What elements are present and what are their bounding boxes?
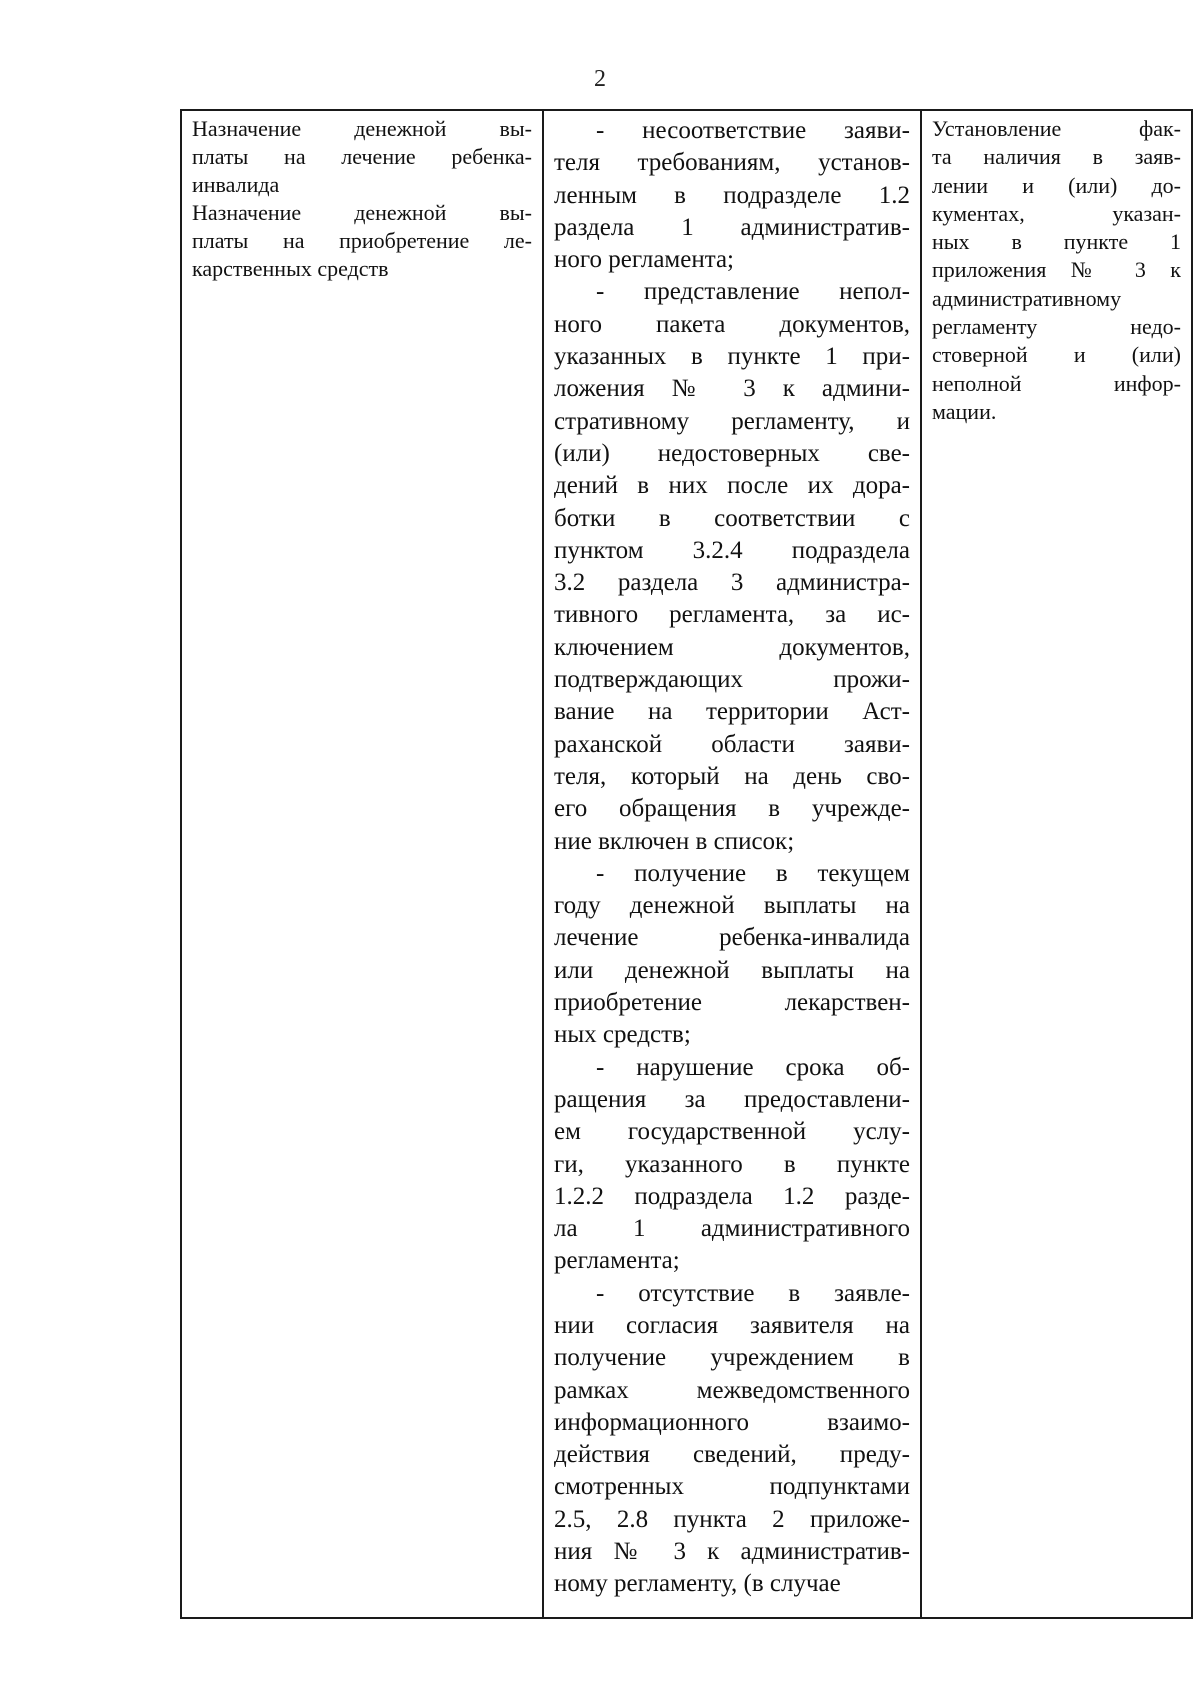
document-table: [180, 109, 1193, 1619]
text-line: рамках межведомственного: [554, 1376, 910, 1404]
refusal-ground-item: [554, 276, 910, 857]
text-line: действия сведений, преду-: [554, 1441, 910, 1469]
text-line: ем государственной услу-: [554, 1118, 910, 1146]
text-line: ла 1 административного: [554, 1215, 910, 1243]
text-line: 2.5, 2.8 пункта 2 приложе-: [554, 1505, 910, 1533]
refusal-grounds-cell: [543, 110, 921, 1618]
text-line: дений в них после их дора-: [554, 472, 910, 500]
text-line: ного пакета документов,: [554, 310, 910, 338]
text-line: административному: [932, 285, 1122, 311]
text-line: ние включен в список;: [554, 827, 795, 855]
refusal-ground-item: [554, 1278, 910, 1601]
text-line: нии согласия заявителя на: [554, 1311, 910, 1339]
text-line: ному регламенту, (в случае: [554, 1570, 841, 1598]
text-line: стративному регламенту, и: [554, 407, 910, 435]
text-line: инвалида: [192, 172, 280, 197]
text-line: теля, который на день сво-: [554, 762, 910, 790]
text-line: - нарушение срока об-: [596, 1053, 910, 1081]
text-line: его обращения в учрежде-: [554, 795, 910, 823]
text-line: тивного регламента, за ис-: [554, 601, 910, 629]
text-line: подтверждающих прожи-: [554, 666, 910, 694]
text-line: регламента;: [554, 1247, 680, 1275]
text-line: смотренных подпунктами: [554, 1473, 910, 1501]
text-line: ного регламента;: [554, 246, 734, 274]
service-name-entry: [192, 199, 532, 283]
text-line: раханской области заяви-: [554, 730, 910, 758]
text-line: приобретение лекарствен-: [554, 989, 910, 1017]
text-line: кументах, указан-: [932, 200, 1181, 226]
text-line: теля требованиям, установ-: [554, 149, 910, 177]
text-line: карственных средств: [192, 256, 389, 281]
text-line: пунктом 3.2.4 подраздела: [554, 536, 910, 564]
text-line: ных средств;: [554, 1021, 691, 1049]
text-line: Назначение денежной вы-: [192, 200, 532, 225]
text-line: - получение в текущем: [596, 859, 910, 887]
refusal-ground-item: [554, 858, 910, 1052]
grounds-detail-cell: [921, 110, 1192, 1618]
text-line: ложения № 3 к админи-: [554, 375, 910, 403]
text-line: - отсутствие в заявле-: [596, 1279, 910, 1307]
table-row: [181, 110, 1192, 1618]
text-line: ращения за предоставлени-: [554, 1085, 910, 1113]
text-line: мации.: [932, 398, 997, 424]
text-line: 1.2.2 подраздела 1.2 разде-: [554, 1182, 910, 1210]
text-line: году денежной выплаты на: [554, 892, 910, 920]
text-line: - представление непол-: [596, 278, 910, 306]
text-line: Назначение денежной вы-: [192, 116, 532, 141]
text-line: указанных в пункте 1 при-: [554, 343, 910, 371]
text-line: ленным в подразделе 1.2: [554, 181, 910, 209]
text-line: (или) недостоверных све-: [554, 439, 910, 467]
text-line: 3.2 раздела 3 администра-: [554, 569, 910, 597]
text-line: неполной инфор-: [932, 370, 1181, 396]
text-line: лении и (или) до-: [932, 172, 1181, 198]
text-line: получение учреждением в: [554, 1344, 910, 1372]
text-line: - несоответствие заяви-: [596, 117, 910, 144]
text-line: платы на лечение ребенка-: [192, 144, 532, 169]
text-line: ги, указанного в пункте: [554, 1150, 910, 1178]
text-line: информационного взаимо-: [554, 1408, 910, 1436]
text-line: ных в пункте 1: [932, 229, 1181, 255]
service-name-cell: [181, 110, 543, 1618]
text-line: лечение ребенка-инвалида: [554, 924, 910, 952]
page-number: 2: [594, 66, 606, 92]
text-line: Установление фак-: [932, 116, 1181, 141]
text-line: ния № 3 к административ-: [554, 1538, 910, 1566]
text-line: платы на приобретение ле-: [192, 228, 532, 253]
text-line: вание на территории Аст-: [554, 698, 910, 726]
text-line: приложения № 3 к: [932, 257, 1181, 283]
text-line: или денежной выплаты на: [554, 956, 910, 984]
service-name-entry: [192, 115, 532, 199]
text-line: раздела 1 административ-: [554, 213, 910, 241]
refusal-ground-item: [554, 115, 910, 276]
text-line: ключением документов,: [554, 633, 910, 661]
text-line: ботки в соответствии с: [554, 504, 910, 532]
refusal-ground-item: [554, 1052, 910, 1278]
grounds-detail-entry: [932, 115, 1181, 426]
text-line: регламенту недо-: [932, 314, 1181, 340]
text-line: та наличия в заяв-: [932, 144, 1181, 170]
text-line: стоверной и (или): [932, 342, 1181, 368]
